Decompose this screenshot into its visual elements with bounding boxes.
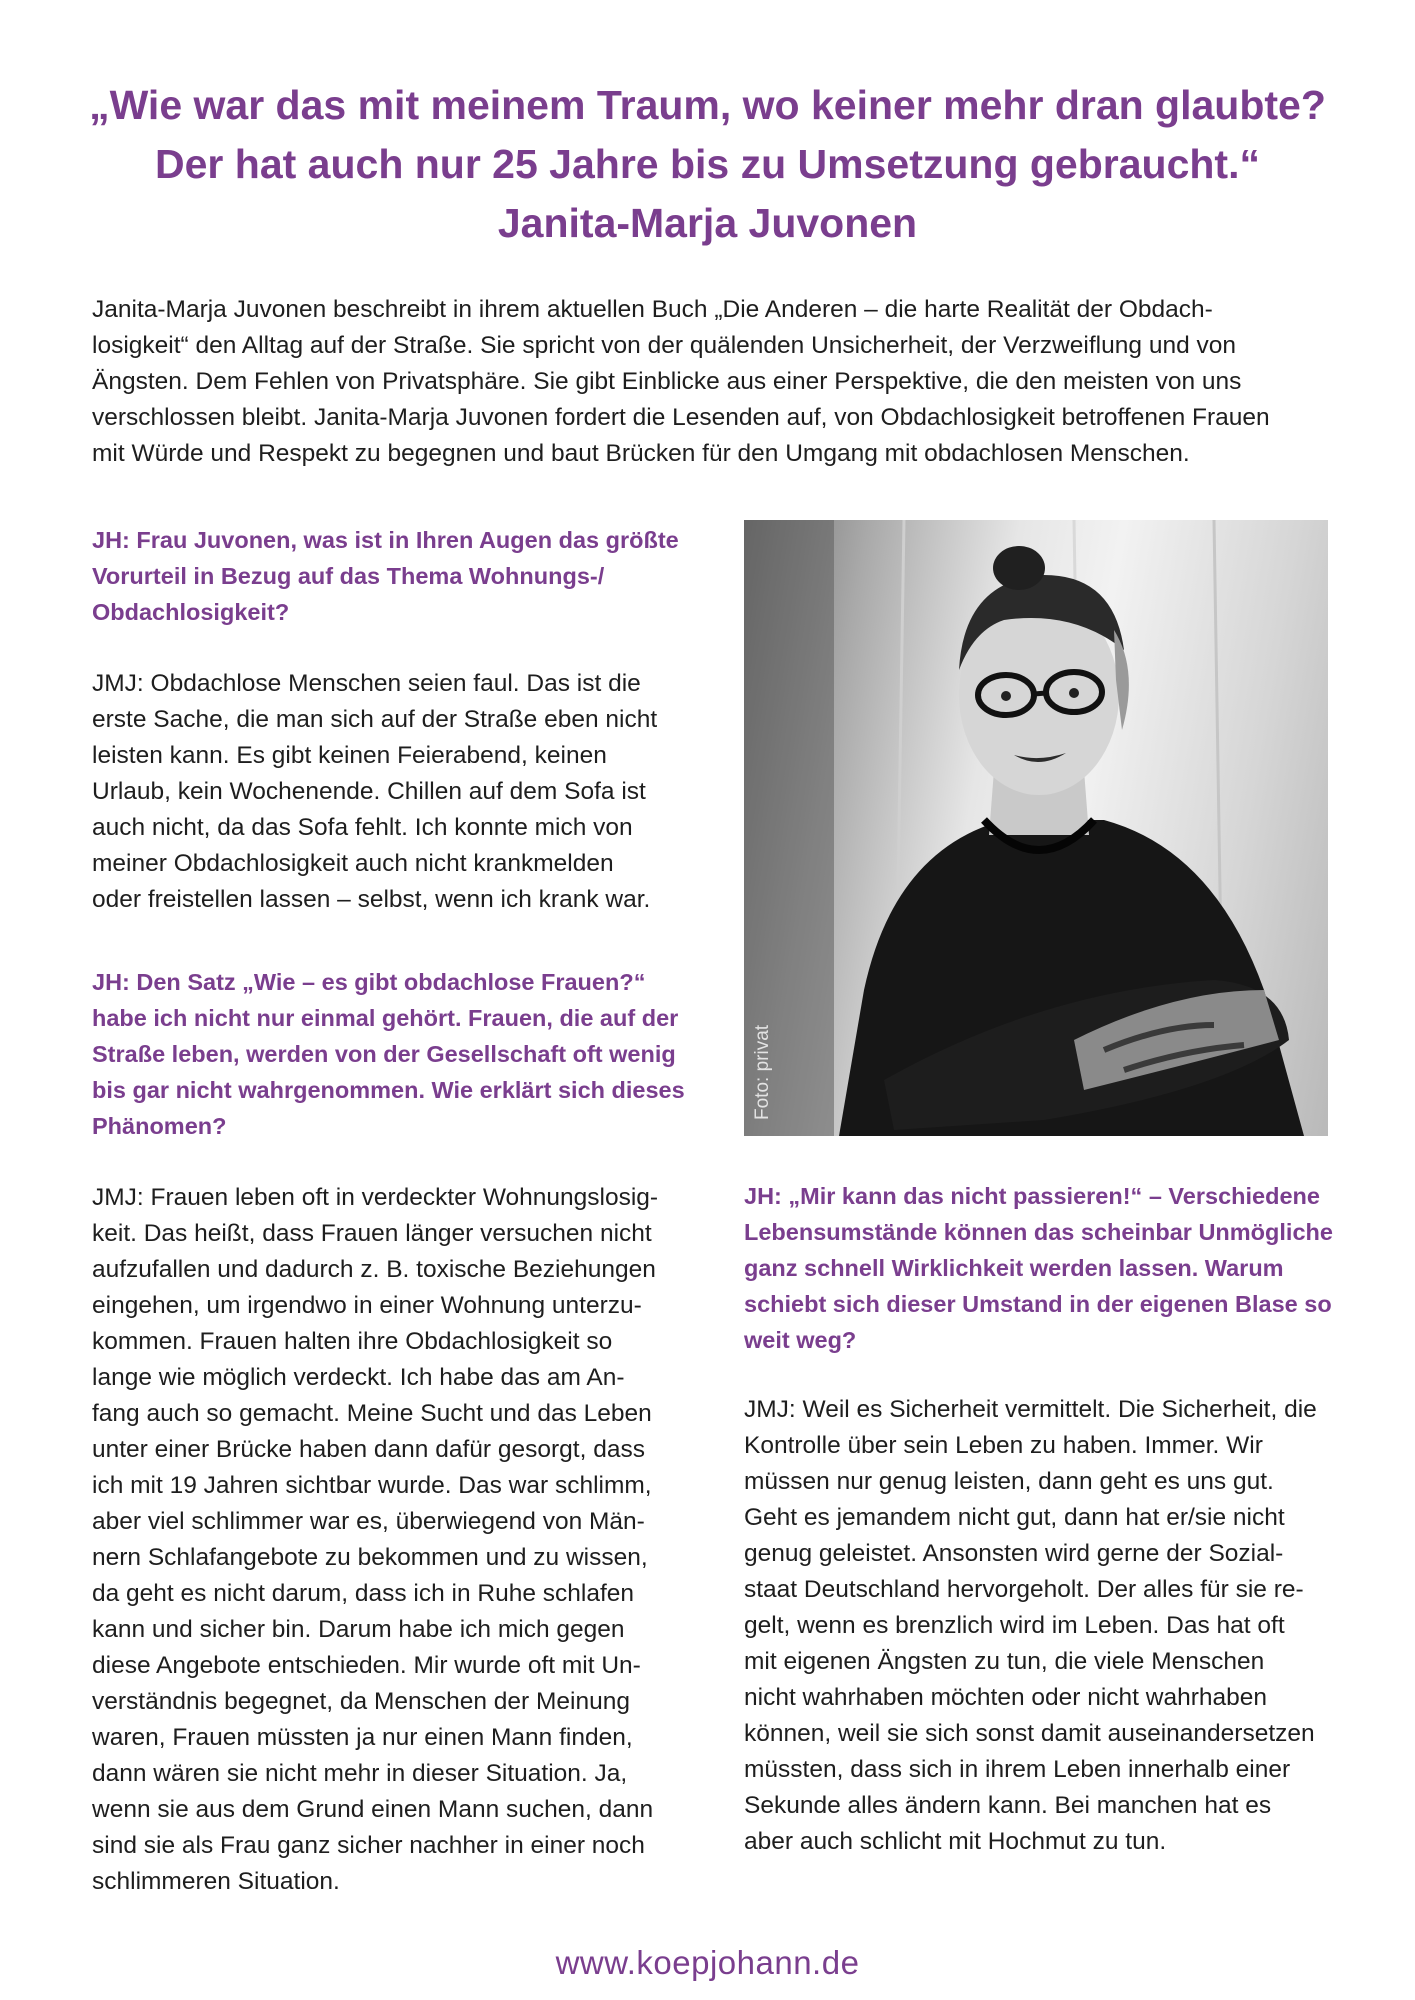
- answer-line: genug geleistet. Ansonsten wird gerne der Sozial-: [744, 1540, 1284, 1567]
- headline-line: Der hat auch nur 25 Jahre bis zu Umsetzung gebraucht.“: [155, 141, 1260, 187]
- answer-line: aufzufallen und dadurch z. B. toxische Beziehungen: [92, 1256, 656, 1283]
- answer-line: meiner Obdachlosigkeit auch nicht krankmelden: [92, 850, 614, 877]
- answer-line: schlimmeren Situation.: [92, 1868, 340, 1895]
- answer-line: diese Angebote entschieden. Mir wurde oft mit Un-: [92, 1652, 641, 1679]
- answer-line: ich mit 19 Jahren sichtbar wurde. Das war schlimm,: [92, 1472, 652, 1499]
- answer-line: Geht es jemandem nicht gut, dann hat er/sie nicht: [744, 1504, 1285, 1531]
- intro-line: Janita-Marja Juvonen beschreibt in ihrem aktuellen Buch „Die Anderen – die harte Realität der Obdach-: [92, 296, 1213, 323]
- question-line: habe ich nicht nur einmal gehört. Frauen, die auf der: [92, 1005, 679, 1031]
- answer-line: keit. Das heißt, dass Frauen länger versuchen nicht: [92, 1220, 652, 1247]
- answer-line: verständnis begegnet, da Menschen der Meinung: [92, 1688, 630, 1715]
- interview-answer-3: [744, 1392, 1317, 1860]
- answer-line: waren, Frauen müssten ja nur einen Mann finden,: [92, 1724, 633, 1751]
- question-line: Vorurteil in Bezug auf das Thema Wohnungs-/: [92, 563, 605, 589]
- answer-line: müssten, dass sich in ihrem Leben innerhalb einer: [744, 1756, 1291, 1783]
- answer-line: Sekunde alles ändern kann. Bei manchen hat es: [744, 1792, 1272, 1819]
- answer-line: können, weil sie sich sonst damit auseinandersetzen: [744, 1720, 1315, 1747]
- portrait-illustration: [744, 520, 1328, 1136]
- photo-credit: Foto: privat: [752, 1024, 773, 1120]
- headline-quote: [60, 76, 1355, 253]
- intro-paragraph: [92, 292, 1342, 472]
- answer-line: fang auch so gemacht. Meine Sucht und das Leben: [92, 1400, 652, 1427]
- answer-line: sind sie als Frau ganz sicher nachher in einer noch: [92, 1832, 645, 1859]
- headline-line: „Wie war das mit meinem Traum, wo keiner mehr dran glaubte?: [89, 82, 1326, 128]
- answer-line: auch nicht, da das Sofa fehlt. Ich konnte mich von: [92, 814, 633, 841]
- answer-line: kommen. Frauen halten ihre Obdachlosigkeit so: [92, 1328, 613, 1355]
- interview-question-1: [92, 522, 679, 630]
- footer-website-link[interactable]: www.koepjohann.de: [555, 1944, 860, 1981]
- answer-line: wenn sie aus dem Grund einen Mann suchen, dann: [92, 1796, 654, 1823]
- interview-answer-2: [92, 1180, 658, 1900]
- answer-line: dann wären sie nicht mehr in dieser Situation. Ja,: [92, 1760, 628, 1787]
- question-line: Lebensumstände können das scheinbar Unmögliche: [744, 1219, 1333, 1245]
- question-line: JH: Frau Juvonen, was ist in Ihren Augen das größte: [92, 527, 679, 553]
- question-line: JH: Den Satz „Wie – es gibt obdachlose Frauen?“: [92, 969, 646, 995]
- question-line: ganz schnell Wirklichkeit werden lassen. Warum: [744, 1255, 1284, 1281]
- answer-line: JMJ: Frauen leben oft in verdeckter Wohnungslosig-: [92, 1184, 659, 1211]
- headline-author: Janita-Marja Juvonen: [497, 200, 918, 246]
- answer-line: mit eigenen Ängsten zu tun, die viele Menschen: [744, 1648, 1265, 1675]
- intro-line: Ängsten. Dem Fehlen von Privatsphäre. Sie gibt Einblicke aus einer Perspektive, die den meisten von uns: [92, 368, 1242, 395]
- question-line: Obdachlosigkeit?: [92, 599, 290, 625]
- answer-line: Kontrolle über sein Leben zu haben. Immer. Wir: [744, 1432, 1263, 1459]
- interview-answer-1: [92, 666, 657, 918]
- answer-line: nicht wahrhaben möchten oder nicht wahrhaben: [744, 1684, 1268, 1711]
- answer-line: müssen nur genug leisten, dann geht es uns gut.: [744, 1468, 1274, 1495]
- answer-line: erste Sache, die man sich auf der Straße eben nicht: [92, 706, 658, 733]
- answer-line: leisten kann. Es gibt keinen Feierabend, keinen: [92, 742, 607, 769]
- answer-line: kann und sicher bin. Darum habe ich mich gegen: [92, 1616, 625, 1643]
- intro-line: mit Würde und Respekt zu begegnen und baut Brücken für den Umgang mit obdachlosen Menschen.: [92, 440, 1190, 467]
- question-line: weit weg?: [744, 1327, 857, 1353]
- answer-line: JMJ: Obdachlose Menschen seien faul. Das ist die: [92, 670, 641, 697]
- interview-question-3: [744, 1178, 1333, 1358]
- answer-line: oder freistellen lassen – selbst, wenn ich krank war.: [92, 886, 651, 913]
- answer-line: nern Schlafangebote zu bekommen und zu wissen,: [92, 1544, 648, 1571]
- question-line: JH: „Mir kann das nicht passieren!“ – Verschiedene: [744, 1183, 1320, 1209]
- question-line: bis gar nicht wahrgenommen. Wie erklärt sich dieses: [92, 1077, 685, 1103]
- answer-line: staat Deutschland hervorgeholt. Der alles für sie re-: [744, 1576, 1304, 1603]
- answer-line: aber auch schlicht mit Hochmut zu tun.: [744, 1828, 1167, 1855]
- question-line: Straße leben, werden von der Gesellschaft oft wenig: [92, 1041, 676, 1067]
- question-line: Phänomen?: [92, 1113, 227, 1139]
- answer-line: Urlaub, kein Wochenende. Chillen auf dem Sofa ist: [92, 778, 646, 805]
- answer-line: eingehen, um irgendwo in einer Wohnung unterzu-: [92, 1292, 642, 1319]
- answer-line: lange wie möglich verdeckt. Ich habe das am An-: [92, 1364, 625, 1391]
- answer-line: JMJ: Weil es Sicherheit vermittelt. Die Sicherheit, die: [744, 1396, 1317, 1423]
- portrait-photo: [744, 520, 1328, 1136]
- question-line: schiebt sich dieser Umstand in der eigenen Blase so: [744, 1291, 1332, 1317]
- intro-line: losigkeit“ den Alltag auf der Straße. Sie spricht von der quälenden Unsicherheit, der Verzweiflung und von: [92, 332, 1236, 359]
- interview-question-2: [92, 964, 685, 1144]
- answer-line: aber viel schlimmer war es, überwiegend von Män-: [92, 1508, 645, 1535]
- answer-line: da geht es nicht darum, dass ich in Ruhe schlafen: [92, 1580, 635, 1607]
- answer-line: gelt, wenn es brenzlich wird im Leben. Das hat oft: [744, 1612, 1285, 1639]
- intro-line: verschlossen bleibt. Janita-Marja Juvonen fordert die Lesenden auf, von Obdachlosigkeit betroffenen Frauen: [92, 404, 1270, 431]
- answer-line: unter einer Brücke haben dann dafür gesorgt, dass: [92, 1436, 645, 1463]
